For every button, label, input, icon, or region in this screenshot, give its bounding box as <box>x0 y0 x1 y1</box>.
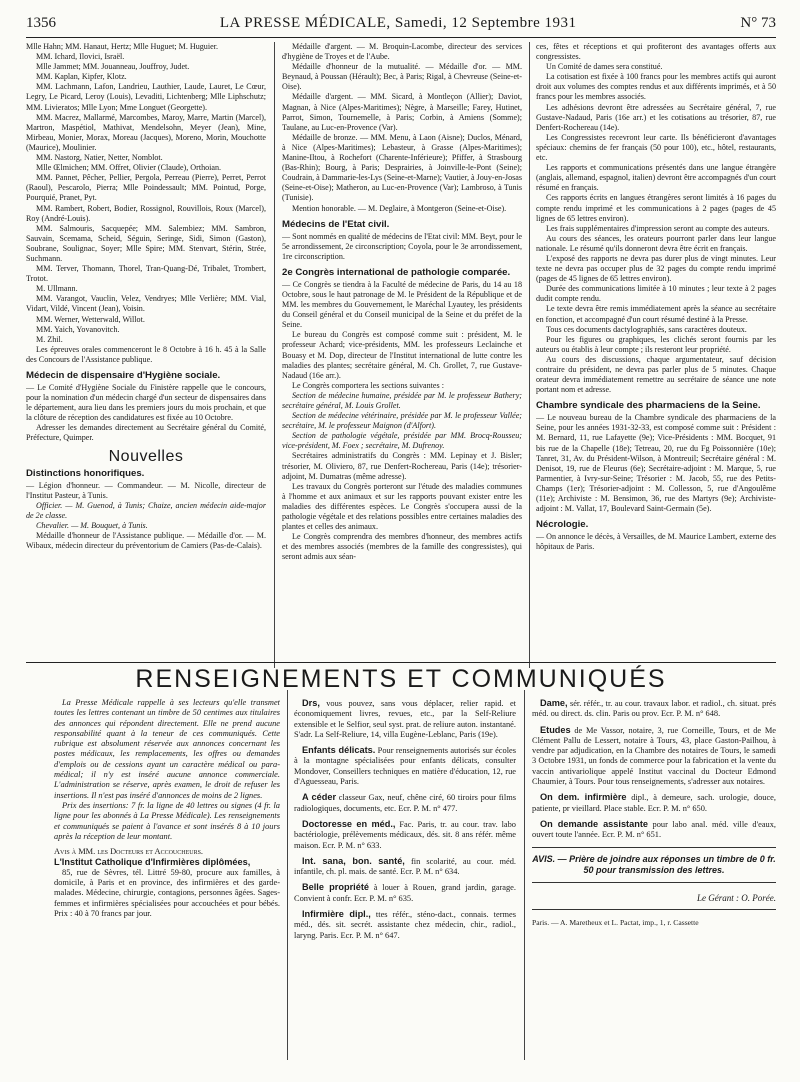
column-divider <box>287 690 288 1060</box>
ad-lead: Drs, <box>302 698 320 708</box>
classified-ad <box>532 819 776 841</box>
paragraph: MM. Terver, Thomann, Thorel, Tran-Quang-Dé, Tribalet, Trombert, Trotot. <box>26 264 266 284</box>
column-3 <box>536 42 776 668</box>
paragraph: MM. Varangot, Vauclin, Velez, Vendryes; Mlle Verlière; MM. Vial, Vidart, Vildé, Vincent (Jean), Voisin. <box>26 294 266 314</box>
notice-paragraph: 85, rue de Sèvres, tél. Littré 59-80, procure aux familles, à domicile, à Paris et en province, des infirmières et des garde-malades. Médecine, chirurgie, contagions, personnes âgées. Sages-femmes et infirmières spécialisées pour accouchées et pour bébés. Prix : 40 à 70 francs par jour. <box>54 867 280 918</box>
paragraph: MM. Pannet, Pêcher, Pellier, Pergola, Perreau (Pierre), Perret, Perrot (Raoul), Pescarolo, Pierra; Mlle Poindessault; MM. Pointud, Porge, Pourquié, Pranet, Pyt. <box>26 173 266 203</box>
divider <box>532 882 776 883</box>
page-header <box>26 10 776 36</box>
column-1 <box>26 42 266 668</box>
paragraph: Les épreuves orales commenceront le 8 Octobre à 16 h. 45 à la Salle des Concours de l'Assistance publique. <box>26 344 266 364</box>
ad-lead: Etudes <box>540 724 571 735</box>
classified-ad <box>532 792 776 814</box>
classified-ad <box>294 819 516 851</box>
ad-lead: On demande assistante <box>540 818 649 829</box>
paragraph: Le texte devra être remis immédiatement après la séance au secrétaire en fonction, et accompagné d'un court résumé destiné à la Presse. <box>536 304 776 324</box>
paragraph: Au cours des discussions, chaque argumentateur, sauf décision contraire du président, ne devra pas parler plus de 5 minutes. Chaque orateur devra immédiatement remettre au secrétaire de séance une note portant nom et adresse. <box>536 354 776 395</box>
paragraph: Section de pathologie végétale, présidée par MM. Brocq-Rousseu; vice-président, M. Foex ; secrétaire, M. Dufrenoy. <box>282 431 522 451</box>
ad-text: sér. référ., tr. au cour. travaux labor. et radiol., ch. situat. prés méd. ou direct. ds. clin. Paris ou prov. Ecr. P. M. n° 648. <box>532 699 776 719</box>
banner-rule <box>26 662 776 663</box>
classified-ad <box>294 882 516 904</box>
paragraph: La cotisation est fixée à 100 francs pour les membres actifs qui auront droit aux volumes des comptes rendus et aux différents imprimés, et à 50 francs pour les membres associés. <box>536 72 776 102</box>
paragraph: — Le Comité d'Hygiène Sociale du Finistère rappelle que le concours, pour la nomination d'un médecin chargé d'un secteur de dispensaires dans le département, aura lieu dans les premiers jours du mois prochain, et que la clôture de réception des candidatures est fixée au 10 Octobre. <box>26 383 266 423</box>
ad-lead: Belle propriété <box>302 882 369 893</box>
paragraph: Au cours des séances, les orateurs pourront parler dans leur langue nationale. Le résumé qu'ils donneront devra être écrit en français. <box>536 233 776 253</box>
header-rule <box>26 37 776 38</box>
notice-title: L'Institut Catholique d'Infirmières diplômées, <box>54 857 251 868</box>
paragraph: MM. Rambert, Robert, Bodier, Rossignol, Rouvillois, Roux (Marcel), Roy (André-Louis). <box>26 203 266 223</box>
classifieds-column-1 <box>54 698 280 1068</box>
paragraph: — Sont nommés en qualité de médecins de l'Etat civil: MM. Beyt, pour le 5e arrondissement, 2e circonscription; Coyola, pour le 3e arrondissement, 1re circonscription. <box>282 231 522 261</box>
paragraph: Officier. — M. Guenod, à Tunis; Chaize, ancien médecin aide-major de 2e classe. <box>26 500 266 520</box>
ad-lead: A céder <box>302 792 337 803</box>
paragraph: Ces rapports écrits en langues étrangères seront limités à 16 pages du compte rendu imprimé et les communications à 2 pages (pages de 45 lignes de 65 lettres environ). <box>536 193 776 223</box>
paragraph: MM. Werner, Wetterwald, Willot. <box>36 314 145 324</box>
manager-signature: Le Gérant : O. Porée. <box>697 892 776 903</box>
paragraph: Mlle Jammet; MM. Jouanneau, Jouffroy, Judet. <box>36 62 190 72</box>
article-heading: 2e Congrès international de pathologie comparée. <box>282 266 511 278</box>
paragraph: Durée des communications limitée à 10 minutes ; leur texte à 2 pages dudit compte rendu. <box>536 284 776 304</box>
paragraph: Médaille d'argent. — M. Broquin-Lacombe, directeur des services d'hygiène de Troyes et de l'Aube. <box>282 42 522 62</box>
article-heading: Distinctions honorifiques. <box>26 467 145 479</box>
printer-imprint: Paris. — A. Maretheux et L. Pactat, imp., 1, r. Cassette <box>532 917 699 927</box>
classified-ad <box>532 725 776 788</box>
ad-text: Pour renseignements autorisés sur écoles à la montagne spécialisées pour enfants délicats, consulter Mondover, Conseillers techniques en matière d'éducation, 12, rue d'Aguesseau, Paris. <box>294 746 516 787</box>
notice-heading: Avis à MM. les Docteurs et Accoucheurs. <box>54 847 204 857</box>
paragraph: Médaille d'honneur de l'Assistance publique. — Médaille d'or. — M. Wibaux, médecin directeur du préventorium de Camiers (Pas-de-Calais). <box>26 531 266 551</box>
paragraph: Les Congressistes recevront leur carte. Ils bénéficieront d'avantages spéciaux: chemins de fer français (50 pour 100), etc., hôtel, restaurants, etc. <box>536 132 776 163</box>
paragraph: — Légion d'honneur. — Commandeur. — M. Nicolle, directeur de l'Institut Pasteur, à Tunis. <box>26 480 266 500</box>
paragraph: MM. Nastorg, Natier, Netter, Nomblot. <box>36 153 163 163</box>
paragraph: Pour les figures ou graphiques, les clichés seront fournis par les auteurs ou établis à leur compte ; ils resteront leur propriété. <box>536 334 776 354</box>
article-heading: Chambre syndicale des pharmaciens de la Seine. <box>536 400 761 412</box>
ad-text: fin scolarité, au cour. méd. infantile, ch. pl. mais. de santé. Ecr. P. M. n° 634. <box>294 856 516 877</box>
paragraph: Mlle Hahn; MM. Hanaut, Hertz; Mlle Huguet; M. Huguier. <box>26 42 218 51</box>
paragraph: Les rapports et communications présentés dans une langue étrangère (anglais, allemand, espagnol, italien) devront être accompagnés d'un court résumé en français. <box>536 163 776 193</box>
article-heading: Nécrologie. <box>536 519 589 531</box>
paragraph: Secrétaires administratifs du Congrès : MM. Lepinay et J. Bisler; trésorier, M. Oliviero, 87, rue Denfert-Rochereau, Paris (14e); trésorier-adjoint, M. Dumatras (même adresse). <box>282 451 522 481</box>
paragraph: Les frais supplémentaires d'impression seront au compte des auteurs. <box>546 223 770 233</box>
classified-ad <box>532 698 776 720</box>
paragraph: L'exposé des rapports ne devra pas durer plus de vingt minutes. Leur texte ne devra pas occuper plus de 32 pages du compte rendu imprimé (pages de 45 lignes de 65 lettres environ). <box>536 253 776 284</box>
paragraph: Médaille d'argent. — MM. Sicard, à Montleçon (Allier); Daviot, Magnan, à Nice (Alpes-Maritimes); Nègre, à Marseille; Farey, Hutinet, Parrot, Simon, Tournemelle, à Paris; Corbin, à Amiens (Somme); Taulane, au Luc-en-Provence (Var). <box>282 92 522 132</box>
notice-paragraph: Prix des insertions: 7 fr. la ligne de 40 lettres ou signes (4 fr. la ligne pour les abonnés à La Presse Médicale). Les renseignements et communiqués se paient à l'avance et sont insérés 8 à 10 jours après la réception de leur montant. <box>54 800 280 841</box>
ad-text: à louer à Rouen, grand jardin, garage. Convient à confr. Ecr. P. M. n° 635. <box>294 883 516 903</box>
paragraph: ces, fêtes et réceptions et qui profiteront des avantages offerts aux congressistes. <box>536 42 776 62</box>
classifieds-column-2 <box>294 698 516 1068</box>
classified-ad <box>294 856 516 878</box>
paragraph: Le bureau du Congrès est composé comme suit : président, M. le professeur Achard; vice-présidents, MM. les professeurs Leclainche et Bouasy et M. Dop, directeur de l'Institut international de lutte contre les maladies des plantes; secrétaire général, M. Ch. Grollet, 7, rue Gustave-Nadaud (16e arr.). <box>282 330 522 380</box>
classified-ad <box>294 792 516 814</box>
classified-ad <box>294 698 516 740</box>
ad-text: ttes référ., sténo-dact., connais. termes méd., dés. sit. secrét. assistante chez médecin, chir., radiol., laryng. Paris. Ecr. P. M. n° 647. <box>294 910 516 940</box>
paragraph: Mlle Œlmichen; MM. Offret, Olivier (Claude), Orthoian. <box>36 163 222 173</box>
paragraph: Chevalier. — M. Bouquet, à Tunis. <box>36 521 148 531</box>
ad-lead: Int. sana, bon. santé, <box>302 855 405 866</box>
paragraph: Un Comité de dames sera constitué. <box>546 62 663 72</box>
paragraph: Le Congrès comprendra des membres d'honneur, des membres actifs et des membres associés (membres de la famille des congressistes), qui seront admis aux séan- <box>282 532 522 562</box>
paragraph: MM. Yaich, Yovanovitch. <box>36 324 120 334</box>
column-divider <box>524 690 525 1060</box>
divider <box>532 847 776 848</box>
paragraph: — Le nouveau bureau de la Chambre syndicale des pharmaciens de la Seine, pour les années 1931-32-33, est composé comme suit : Président : M. Bernard, 11, rue Lafayette (9e); Vice-Présidents : MM. Bocquet, 91 bis rue de la Chapelle (18e); Tetreau, 20, rue du Fg Poissonnière (10e); Tanret, 31, Av. du Président-Wilson, à Montreuil; Secrétaire général : M. Denisot, 19, rue de Fleurus (6e); Secrétaire-adjoint : M. Marque, 5, rue Parmentier, à Ivry-sur-Seine; Trésorier : M. Jacob, 55, rue des Petits-Champs (1er); Trésorier-adjoint : M. Collesson, 5, rue d'Angoulême (11e); Archiviste : M. Bensimon, 36, rue des Martyrs (9e); Archiviste-adjoint : M. Vallat, 17, Boulevard Saint-Germain (5e). <box>536 413 776 514</box>
ad-text: pour labo anal. méd. ville d'eaux, ouvert toute l'année. Ecr. P. M. n° 651. <box>532 819 776 840</box>
issue-number: N° 73 <box>740 14 776 31</box>
paragraph: Les travaux du Congrès porteront sur l'étude des maladies communes à l'homme et aux animaux et sur les rapports pouvant exister entre les maladies des différentes espèces. Le Congrès s'occupera aussi de la pathologie végétale et des relations possibles entre certaines maladies des plantes et celles des animaux. <box>282 481 522 532</box>
paragraph: MM. Ichard, Ilovici, Israël. <box>36 52 125 62</box>
paragraph: Le Congrès comportera les sections suivantes : <box>292 380 444 390</box>
ad-text: Fac. Paris, tr. au cour. trav. labo bactériologie, prélèvements médicaux, dés. sit. 8 ans référ. même maison. Ecr. P. M. n° 633. <box>294 819 516 850</box>
article-heading: Médecins de l'Etat civil. <box>282 218 390 230</box>
paragraph: MM. Macrez, Mallarmé, Marcombes, Maroy, Marre, Martin (Marcel), Martron, Maspétiol, Mathivat, Mendelsohn, Meyer (Jean), Mine, Mirbeau, Monier, Morax, Moreau (Jacques), Moreno, Morin, Mouchotte (Maurice), Moulinier. <box>26 112 266 152</box>
classified-ad <box>294 745 516 787</box>
article-heading: Médecin de dispensaire d'Hygiène sociale. <box>26 370 221 381</box>
paragraph: MM. Lachmann, Lafon, Landrieu, Lauthier, Laude, Lauret, Le Cœur, Legry, Le Picard, Leroy (Louis), Levaditi, Lichtenberg; Mlle Liphschutz; MM. Livieratos; Mlle Lyon; Mme Longuet (Georgette). <box>26 82 266 112</box>
paragraph: — Ce Congrès se tiendra à la Faculté de médecine de Paris, du 14 au 18 Octobre, sous le haut patronage de M. le Président de la République et de MM. les membres du Gouvernement, le Maréchal Lyautey, les présidents du Conseil général et du Conseil municipal de la Seine et du préfet de la Seine. <box>282 279 522 330</box>
paragraph: Tous ces documents dactylographiés, sans caractères douteux. <box>546 324 747 334</box>
paragraph: — On annonce le décès, à Versailles, de M. Maurice Lambert, externe des hôpitaux de Paris. <box>536 532 776 552</box>
notice-avis: AVIS. — Prière de joindre aux réponses un timbre de 0 fr. 50 pour transmission des lettres. <box>532 853 776 875</box>
paragraph: Les adhésions devront être adressées au Secrétaire général, 7, rue Gustave-Nadaud, Paris (16e arr.) et les cotisations au trésorier, 87, rue Denfert-Rochereau (14e). <box>536 102 776 132</box>
ad-text: dipl., à demeure, sach. urologie, douce, patiente, pr vieillard. Place stable. Ecr. P. M. n° 650. <box>532 793 776 813</box>
paragraph: Médaille de bronze. — MM. Menu, à Laon (Aisne); Duclos, Ménard, à Nice (Alpes-Maritimes); Lebasteur, à Grasse (Alpes-Maritimes); Manine-Iltou, à Rochefort (Charente-Inférieure); Pfiffer, à Strasbourg (Bas-Rhin); Bourg, à Paris; Desprairies, à Joinville-le-Pont (Seine); Coudrain, à Dammarie-les-Lys (Seine-et-Marne); Vautier, à Jouy-en-Josas (Seine-et-Oise); Matheron, au Luc-en-Provence (Var); Lambroso, à Tunis (Tunisie). <box>282 132 522 203</box>
paragraph: M. Zhil. <box>36 334 63 344</box>
ad-text: de Me Vassor, notaire, 3, rue Corneille, Tours, et de Me Clément Pallu de Lessert, notaire à Tours, 43, place Gaston-Pailhou, à vendre par adjudication, en la Chambre des notaires de Tours, le samedi 3 Octobre 1931, un fonds de commerce pour la fabrication et la vente du vaccin antivariolique appelé Institut vaccinal du Docteur Edmond Chaumier, à Tours. Pour tous renseignements, s'adresser aux notaires. <box>532 725 776 787</box>
ad-lead: Infirmière dipl., <box>302 909 371 920</box>
paragraph: Section de médecine vétérinaire, présidée par M. le professeur Vallée; secrétaire, M. le professeur Maignon (d'Alfort). <box>282 411 522 431</box>
page-number: 1356 <box>26 14 56 31</box>
ad-lead: On dem. infirmière <box>540 792 627 803</box>
paragraph: M. Ullmann. <box>36 284 78 294</box>
publication-title: LA PRESSE MÉDICALE, Samedi, 12 Septembre 1931 <box>219 14 577 31</box>
paragraph: Adresser les demandes directement au Secrétaire général du Comité, Préfecture, Quimper. <box>26 423 266 443</box>
ad-lead: Doctoresse en méd., <box>302 818 396 829</box>
classifieds-column-3 <box>532 698 776 1068</box>
ad-text: classeur Gax, neuf, chêne ciré, 60 tiroirs pour films radiologiques, documents, etc. Ecr. P. M. n° 477. <box>294 793 516 813</box>
divider <box>532 909 776 910</box>
column-2 <box>282 42 522 668</box>
ad-text: vous pouvez, sans vous déplacer, relier rapid. et économiquement livres, revues, etc., par la Self-Reliure extensible et le Selfior, seul syst. prat. de reliure auton. instantané. S'adr. La Self-Reliure, 14, villa Eugène-Leblanc, Paris (19e). <box>294 699 516 739</box>
notice-paragraph: La Presse Médicale rappelle à ses lecteurs qu'elle transmet toutes les lettres contenant un timbre de 50 centimes aux titulaires des annonces qui répondent directement. Elle ne prend aucune responsabilité quant à la teneur de ces communiqués. Cette rubrique est absolument réservée aux annonces concernant les postes médicaux, les remplacements, les offres ou demandes d'emplois ou de cessions ayant un caractère médical ou para-médical; il n'y est inséré aucune annonce commerciale. L'administration se réserve, après examen, le droit de refuser les insertions. Il n'est pas inséré d'annonces de moins de 2 lignes. <box>54 698 280 800</box>
section-title: Nouvelles <box>108 447 184 465</box>
ad-lead: Dame, <box>540 698 568 708</box>
paragraph: Médaille d'honneur de la mutualité. — Médaille d'or. — MM. Beynaud, à Poussan (Hérault); Bec, à Paris; Rigal, à Chevreuse (Seine-et-Oise). <box>282 62 522 92</box>
paragraph: Mention honorable. — M. Deglaire, à Montgeron (Seine-et-Oise). <box>292 203 507 213</box>
paragraph: MM. Kaplan, Kipfer, Klotz. <box>36 72 127 82</box>
column-divider <box>529 42 530 668</box>
ad-lead: Enfants délicats. <box>302 745 376 756</box>
column-divider <box>274 42 275 668</box>
paragraph: Section de médecine humaine, présidée par M. le professeur Bathery; secrétaire général, M. Louis Grollet. <box>282 390 522 410</box>
paragraph: MM. Salmouris, Sacquepée; MM. Salembiez; MM. Sambron, Sauvain, Scemama, Scheid, Séguin, Seringe, Sidi, Simon (Gaston), Soubrane, Soulignac, Soyer; Mlle Spire; MM. Stenvart, Stérin, Strée, Suchmann. <box>26 223 266 263</box>
section-banner: RENSEIGNEMENTS ET COMMUNIQUÉS <box>135 665 667 693</box>
classified-ad <box>294 909 516 941</box>
